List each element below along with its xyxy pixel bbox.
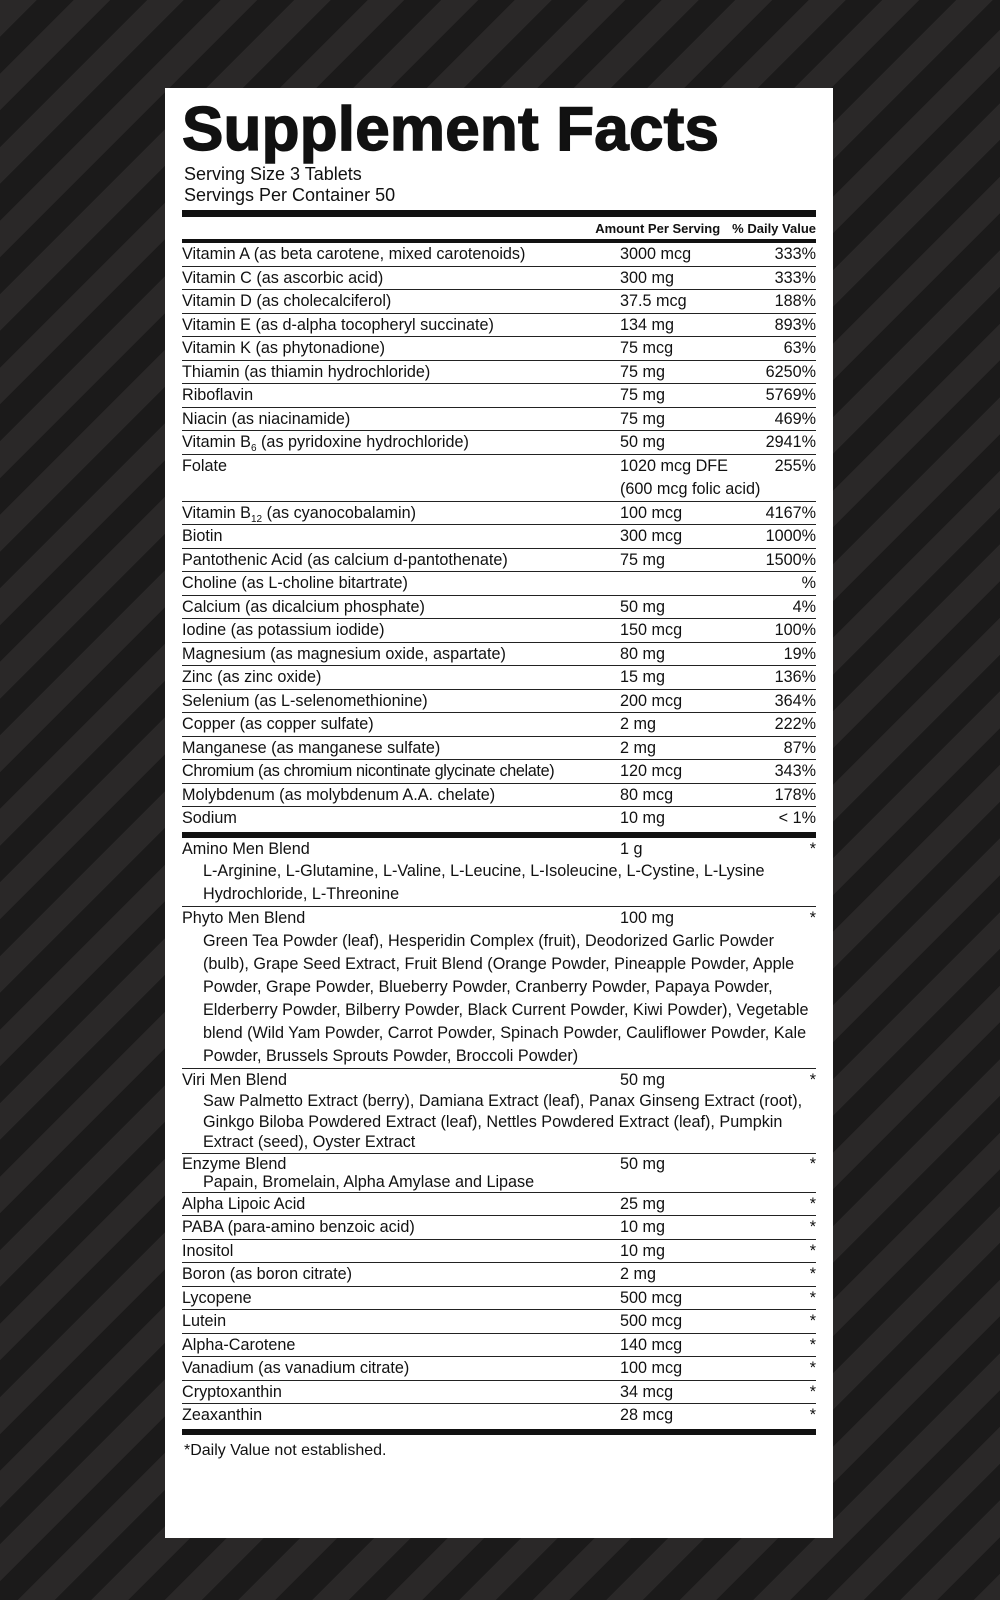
blend-name: Phyto Men Blend (182, 909, 306, 927)
nutrient-name: Cryptoxanthin (182, 1382, 282, 1401)
nutrient-subscript: 6 (250, 443, 257, 454)
blend-viri (182, 1069, 816, 1154)
nutrient-row (182, 549, 816, 573)
nutrient-amount: 50 mg (620, 597, 665, 616)
nutrient-amount: 2 mg (620, 715, 656, 733)
nutrient-amount: 134 mg (620, 315, 674, 334)
nutrient-amount: 200 mcg (620, 691, 683, 710)
column-header (182, 217, 816, 239)
blend-ingredients: Saw Palmetto Extract (berry), Damiana Extract (leaf), Panax Ginseng Extract (root), Ginkgo Biloba Powdered Extract (leaf), Nettles Powdered Extract (leaf), Pumpkin Extract (seed), Oyster Extract (203, 1092, 803, 1151)
nutrient-amount: 10 mg (620, 809, 665, 827)
nutrient-row (182, 690, 816, 714)
nutrient-amount: 10 mg (620, 1218, 665, 1236)
nutrient-name: Lycopene (182, 1288, 252, 1307)
nutrient-amount: 75 mg (620, 409, 665, 428)
blend-amount: 1 g (620, 839, 643, 858)
nutrient-name: Vitamin D (as cholecalciferol) (182, 292, 392, 310)
nutrient-row (182, 619, 816, 643)
nutrient-name-part: Vitamin B (182, 503, 251, 522)
nutrient-name: Alpha-Carotene (182, 1335, 296, 1354)
nutrient-row (182, 267, 816, 291)
blend-dv: * (809, 1070, 816, 1089)
nutrient-dv: * (809, 1312, 816, 1330)
nutrient-dv: 100% (774, 621, 816, 639)
nutrient-dv: * (809, 1359, 816, 1377)
nutrient-row (182, 1357, 816, 1381)
blend-ingredients: Papain, Bromelain, Alpha Amylase and Lipase (203, 1172, 535, 1191)
nutrient-row (182, 643, 816, 667)
nutrient-row (182, 525, 816, 549)
nutrient-row (182, 408, 816, 432)
nutrient-amount: 50 mg (620, 433, 665, 451)
vitamin-rows (182, 243, 816, 830)
nutrient-amount: 150 mcg (620, 621, 683, 639)
nutrient-row (182, 502, 816, 526)
nutrient-row (182, 1381, 816, 1405)
nutrient-dv: 188% (774, 292, 816, 310)
nutrient-amount: 80 mg (620, 644, 665, 663)
nutrient-row (182, 1334, 816, 1358)
blend-name: Amino Men Blend (182, 839, 310, 858)
divider-thick (182, 210, 816, 217)
divider-thick (182, 1429, 816, 1435)
nutrient-dv: * (809, 1265, 816, 1283)
dv-header: % Daily Value (732, 220, 816, 236)
nutrient-amount: 100 mcg (620, 503, 683, 522)
nutrient-amount: 75 mcg (620, 339, 674, 357)
nutrient-row (182, 596, 816, 620)
nutrient-row (182, 290, 816, 314)
nutrient-row (182, 666, 816, 690)
nutrient-amount: 80 mcg (620, 785, 674, 804)
nutrient-dv: 333% (774, 245, 816, 263)
nutrient-dv: 87% (783, 738, 816, 757)
nutrient-name: Manganese (as manganese sulfate) (182, 738, 441, 757)
blend-phyto (182, 907, 816, 1069)
nutrient-row (182, 760, 816, 784)
nutrient-amount: 75 mg (620, 550, 665, 569)
nutrient-row (182, 1193, 816, 1217)
nutrient-subscript: 12 (250, 513, 263, 524)
nutrient-row (182, 1404, 816, 1427)
nutrient-name: Riboflavin (182, 386, 254, 404)
nutrient-row (182, 361, 816, 385)
nutrient-name: Iodine (as potassium iodide) (182, 621, 385, 639)
folate-amount-folic: (600 mcg folic acid) (620, 479, 761, 498)
nutrient-name: Magnesium (as magnesium oxide, aspartate) (182, 644, 506, 663)
blend-name: Enzyme Blend (182, 1154, 287, 1173)
folate-amount: 1020 mcg DFE (620, 456, 728, 475)
nutrient-amount: 500 mcg (620, 1312, 683, 1330)
nutrient-amount: 2 mg (620, 738, 656, 757)
nutrient-dv: 6250% (765, 362, 816, 381)
blend-dv: * (809, 1154, 816, 1173)
nutrient-amount: 34 mcg (620, 1382, 674, 1401)
nutrient-row (182, 1216, 816, 1240)
nutrient-amount: 15 mg (620, 668, 665, 686)
nutrient-dv: 19% (783, 644, 816, 663)
nutrient-row (182, 1310, 816, 1334)
nutrient-name: Vitamin C (as ascorbic acid) (182, 268, 384, 287)
nutrient-dv: * (809, 1406, 816, 1424)
nutrient-dv: 469% (774, 409, 816, 428)
blend-dv: * (809, 839, 816, 858)
nutrient-dv: 255% (774, 456, 816, 475)
nutrient-row (182, 737, 816, 761)
nutrient-name: Calcium (as dicalcium phosphate) (182, 597, 425, 616)
nutrient-amount: 28 mcg (620, 1406, 674, 1424)
nutrient-name: Vitamin E (as d-alpha tocopheryl succinate) (182, 315, 494, 334)
nutrient-name: Lutein (182, 1312, 227, 1330)
nutrient-amount: 3000 mcg (620, 245, 692, 263)
nutrient-row (182, 1263, 816, 1287)
nutrient-dv: 222% (774, 715, 816, 733)
nutrient-row (182, 431, 816, 455)
nutrient-name: Zeaxanthin (182, 1406, 263, 1424)
nutrient-row (182, 784, 816, 808)
blend-ingredients: Green Tea Powder (leaf), Hesperidin Complex (fruit), Deodorized Garlic Powder (bulb), Grape Seed Extract, Fruit Blend (Orange Powder, Pineapple Powder, Apple Powder, Grape Powder, Blueberry Powder, Cranberry Powder, Papaya Powder, Elderberry Powder, Bilberry Powder, Black Current Powder, Kiwi Powder), Vegetable blend (Wild Yam Powder, Carrot Powder, Spinach Powder, Cauliflower Powder, Kale Powder, Brussels Sprouts Powder, Broccoli Powder) (203, 931, 809, 1065)
nutrient-dv: * (809, 1194, 816, 1213)
blend-amino (182, 838, 816, 908)
nutrient-row (182, 1240, 816, 1264)
blend-amount: 50 mg (620, 1070, 665, 1089)
nutrient-name: Niacin (as niacinamide) (182, 409, 351, 428)
blend-ingredients: L-Arginine, L-Glutamine, L-Valine, L-Leucine, L-Isoleucine, L-Cystine, L-Lysine Hydrochloride, L-Threonine (203, 862, 765, 903)
nutrient-amount: 300 mg (620, 268, 674, 287)
nutrient-amount: 300 mcg (620, 527, 683, 545)
nutrient-name: Biotin (182, 527, 223, 545)
nutrient-row (182, 807, 816, 830)
nutrient-dv: 63% (783, 339, 816, 357)
servings-per-container: Servings Per Container 50 (184, 185, 396, 205)
blend-enzyme (182, 1154, 816, 1193)
nutrient-dv: < 1% (778, 809, 816, 827)
nutrient-name: Choline (as L-choline bitartrate) (182, 574, 408, 592)
nutrient-amount: 75 mg (620, 362, 665, 381)
nutrient-name: Molybdenum (as molybdenum A.A. chelate) (182, 785, 496, 804)
nutrient-dv: 2941% (765, 433, 816, 451)
nutrient-amount: 120 mcg (620, 762, 683, 780)
nutrient-name: Copper (as copper sulfate) (182, 715, 374, 733)
nutrient-dv: 4% (792, 597, 816, 616)
blend-rows (182, 838, 816, 1193)
nutrient-name: Pantothenic Acid (as calcium d-pantothenate) (182, 550, 508, 569)
nutrient-amount: 37.5 mcg (620, 292, 687, 310)
nutrient-name (182, 502, 620, 525)
nutrient-dv: 5769% (765, 386, 816, 404)
footnote: *Daily Value not established. (184, 1441, 387, 1459)
nutrient-name: Boron (as boron citrate) (182, 1265, 353, 1283)
nutrient-row (182, 337, 816, 361)
nutrient-name: Zinc (as zinc oxide) (182, 668, 322, 686)
nutrient-dv: 333% (774, 268, 816, 287)
supplement-facts-label (165, 88, 833, 1538)
nutrient-dv: * (809, 1382, 816, 1401)
nutrient-name (182, 431, 620, 454)
nutrient-row (182, 243, 816, 267)
nutrient-name: Folate (182, 456, 227, 475)
nutrient-dv: 343% (774, 762, 816, 780)
nutrient-amount: 25 mg (620, 1194, 665, 1213)
nutrient-name-part: (as cyanocobalamin) (262, 503, 416, 522)
nutrient-amount: 140 mcg (620, 1335, 683, 1354)
nutrient-amount: 2 mg (620, 1265, 656, 1283)
nutrient-dv: % (801, 574, 816, 592)
nutrient-dv: * (809, 1335, 816, 1354)
nutrient-dv: 136% (774, 668, 816, 686)
nutrient-name: Selenium (as L-selenomethionine) (182, 691, 428, 710)
nutrient-row (182, 314, 816, 338)
nutrient-amount (620, 455, 770, 501)
nutrient-row (182, 713, 816, 737)
label-title: Supplement Facts (182, 95, 720, 164)
nutrient-dv: 364% (774, 691, 816, 710)
nutrient-amount: 10 mg (620, 1241, 665, 1260)
nutrient-dv: 4167% (765, 503, 816, 522)
nutrient-row (182, 1287, 816, 1311)
blend-name: Viri Men Blend (182, 1070, 287, 1089)
nutrient-row (182, 572, 816, 596)
nutrient-dv: 178% (774, 785, 816, 804)
blend-dv: * (809, 909, 816, 927)
nutrient-dv: * (809, 1241, 816, 1260)
nutrient-dv: * (809, 1218, 816, 1236)
nutrient-name: Alpha Lipoic Acid (182, 1194, 306, 1213)
nutrient-row-folate (182, 455, 816, 502)
blend-amount: 100 mg (620, 909, 674, 927)
nutrient-amount: 500 mcg (620, 1288, 683, 1307)
other-rows (182, 1193, 816, 1427)
nutrient-name: Vitamin K (as phytonadione) (182, 339, 386, 357)
nutrient-row (182, 384, 816, 408)
nutrient-amount: 100 mcg (620, 1359, 683, 1377)
serving-size: Serving Size 3 Tablets (184, 164, 362, 184)
nutrient-name: Inositol (182, 1241, 234, 1260)
nutrient-name: Thiamin (as thiamin hydrochloride) (182, 362, 431, 381)
nutrient-name: Sodium (182, 809, 237, 827)
nutrient-name-part: Vitamin B (182, 433, 251, 451)
nutrient-dv: 1500% (765, 550, 816, 569)
nutrient-amount: 75 mg (620, 386, 665, 404)
nutrient-name: Vanadium (as vanadium citrate) (182, 1359, 410, 1377)
nutrient-name: Vitamin A (as beta carotene, mixed carotenoids) (182, 245, 526, 263)
blend-amount: 50 mg (620, 1154, 665, 1173)
nutrient-dv: 893% (774, 315, 816, 334)
nutrient-name: PABA (para-amino benzoic acid) (182, 1218, 415, 1236)
nutrient-name-part: (as pyridoxine hydrochloride) (256, 433, 469, 451)
nutrient-dv: * (809, 1288, 816, 1307)
nutrient-name: Chromium (as chromium nicontinate glycinate chelate) (182, 762, 555, 780)
nutrient-dv: 1000% (765, 527, 816, 545)
amount-header: Amount Per Serving (595, 220, 721, 236)
